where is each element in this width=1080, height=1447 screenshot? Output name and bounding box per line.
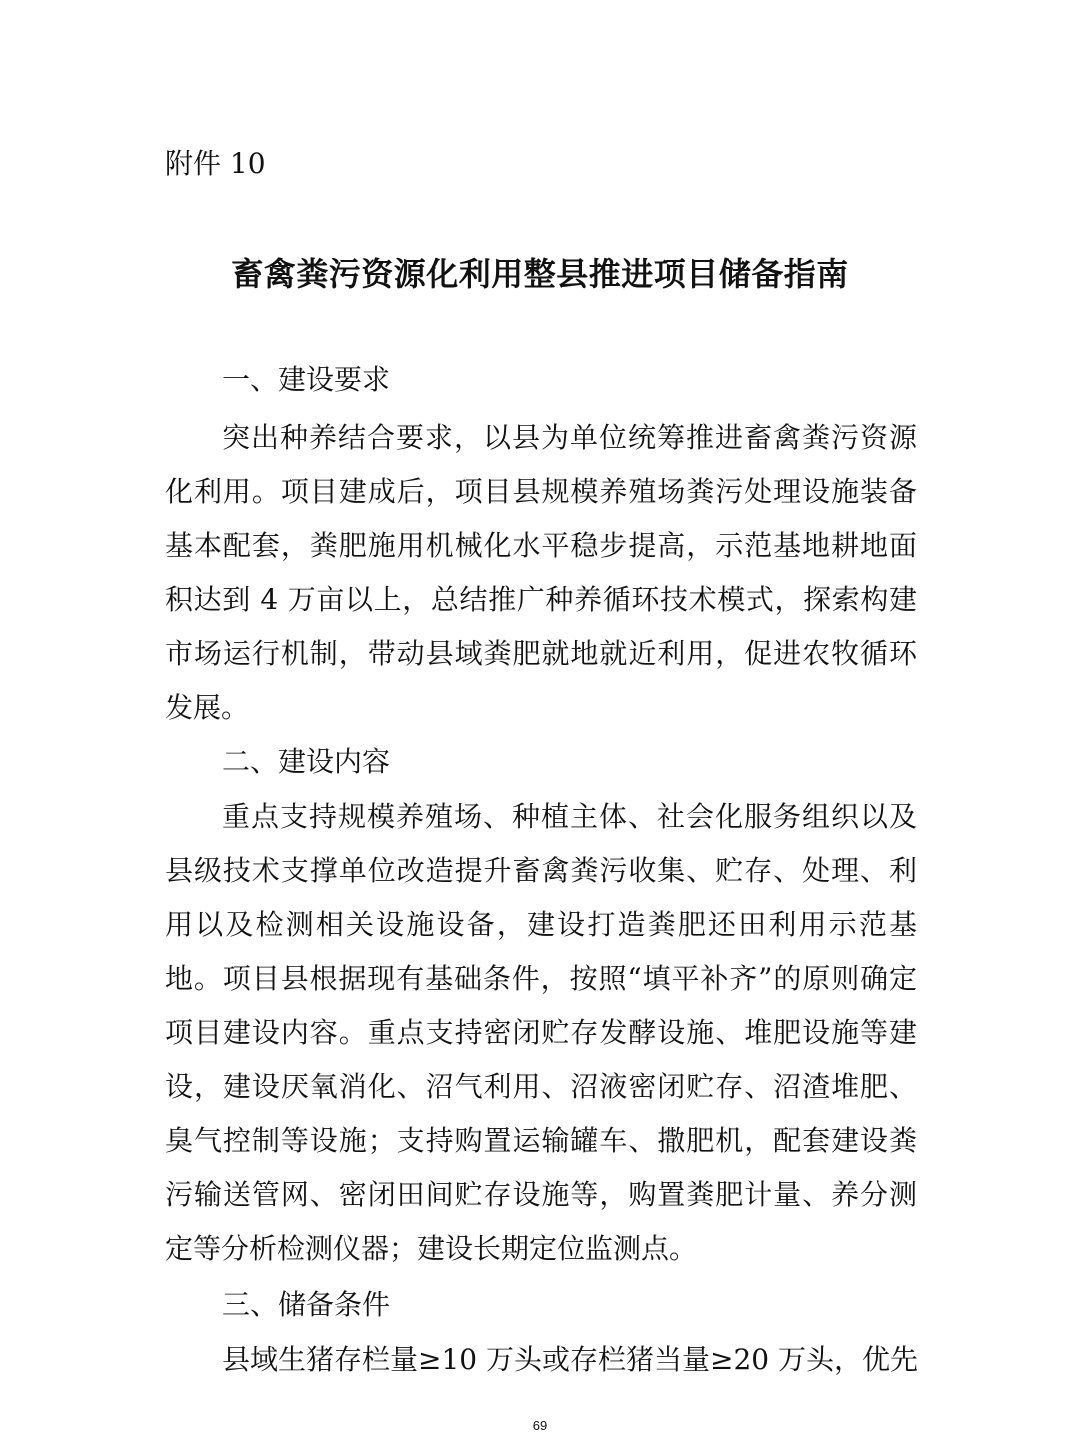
section-heading-requirements: 一、建设要求 [222,363,391,396]
paragraph-line: 化利用。项目建成后，项目县规模养殖场粪污处理设施装备 [165,475,917,508]
paragraph-line: 县域生猪存栏量≥10 万头或存栏猪当量≥20 万头，优先 [222,1343,918,1376]
paragraph-line: 设，建设厌氧消化、沼气利用、沼液密闭贮存、沼渣堆肥、 [165,1070,917,1103]
paragraph-line: 臭气控制等设施；支持购置运输罐车、撒肥机，配套建设粪 [165,1124,917,1157]
paragraph-line: 突出种养结合要求，以县为单位统筹推进畜禽粪污资源 [222,421,917,454]
paragraph-line: 定等分析检测仪器；建设长期定位监测点。 [165,1232,698,1265]
paragraph-line: 积达到 4 万亩以上，总结推广种养循环技术模式，探索构建 [165,583,917,616]
paragraph-line: 用以及检测相关设施设备，建设打造粪肥还田利用示范基 [165,908,917,941]
section-heading-content: 二、建设内容 [222,745,391,778]
paragraph-line: 地。项目县根据现有基础条件，按照“填平补齐”的原则确定 [165,962,917,995]
paragraph-line: 发展。 [165,691,250,724]
paragraph-line: 市场运行机制，带动县域粪肥就地就近利用，促进农牧循环 [165,637,917,670]
paragraph-line: 县级技术支撑单位改造提升畜禽粪污收集、贮存、处理、利 [165,854,917,887]
paragraph-line: 基本配套，粪肥施用机械化水平稳步提高，示范基地耕地面 [165,529,917,562]
section-heading-conditions: 三、储备条件 [222,1288,391,1321]
document-title: 畜禽粪污资源化利用整县推进项目储备指南 [231,255,849,293]
attachment-label: 附件 10 [165,147,266,180]
paragraph-line: 重点支持规模养殖场、种植主体、社会化服务组织以及 [222,800,917,833]
paragraph-line: 污输送管网、密闭田间贮存设施等，购置粪肥计量、养分测 [165,1178,917,1211]
page-number: 69 [532,1418,548,1433]
paragraph-line: 项目建设内容。重点支持密闭贮存发酵设施、堆肥设施等建 [165,1016,917,1049]
